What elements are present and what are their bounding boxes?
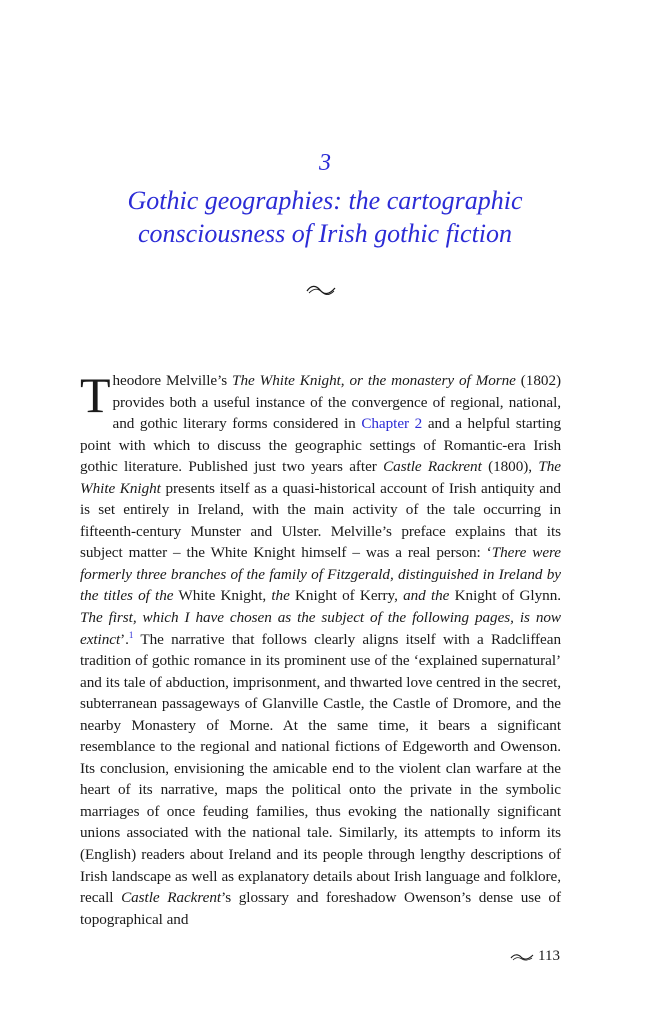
swash-ornament-icon xyxy=(510,952,534,962)
book-title-italic: Castle Rackrent xyxy=(383,458,482,476)
text-run: Knight of Glynn. xyxy=(449,587,561,605)
page-number: 113 xyxy=(538,948,560,964)
text-run: presents itself as a quasi-historical account of Irish antiquity and is set entirely in Ireland, with the main activity of the tale occurring in fifteenth-century Munster and Ulster. Melville’s preface explains that its subject matter – the White Knight himself – was a real person: ‘ xyxy=(80,479,561,562)
page-footer xyxy=(510,948,560,965)
text-run: The narrative that follows clearly aligns itself with a Radcliffean tradition of gothic romance in its prominent use of the ‘explained supernatural’ and its tale of abduction, imprisonment, and thwarted love centred in the secret, subterranean passageways of Glanville Castle, the Castle of Dromore, and the nearby Monastery of Morne. At the same time, it bears a significant resemblance to the regional and national fictions of Edgeworth and Owenson. Its conclusion, envisioning the amicable end to the violent clan warfare at the heart of its narrative, maps the political onto the private in the symbolic marriages of once feuding families, thus evoking the nationally significant unions associated with the national tale. Similarly, its attempts to inform its (English) readers about Ireland and its people through lengthy descriptions of Irish landscape as well as explanatory details about Irish language and folklore, recall xyxy=(80,630,561,907)
text-run: White Knight, xyxy=(173,587,272,605)
footnote-marker[interactable]: 1 xyxy=(128,629,134,640)
chapter-number: 3 xyxy=(319,150,331,176)
text-run: Knight of Kerry, xyxy=(289,587,404,605)
swash-ornament-icon xyxy=(305,282,337,298)
text-run: heodore Melville’s xyxy=(112,372,233,389)
book-title-italic: The White Knight, or the monastery of Morne xyxy=(232,372,516,389)
text-run: (1800), xyxy=(481,458,539,476)
quote-italic: the xyxy=(271,587,290,605)
quote-italic: There were formerly three branches of the family of Fitzgerald, distinguished in Ireland by the titles of the xyxy=(80,544,562,605)
text-run: ’s glossary and foreshadow Owenson’s dense use of topographical and xyxy=(80,889,561,928)
body-paragraph xyxy=(80,367,562,930)
text-run: (1802) provides both a useful instance of the convergence of regional, national, and gothic literary forms considered in xyxy=(112,372,561,433)
drop-cap: T xyxy=(80,367,111,423)
quote-italic: The first, which I have chosen as the subject of the following pages, is now extinct xyxy=(80,609,561,648)
book-title-italic: The White Knight xyxy=(80,458,561,497)
chapter-2-link[interactable]: Chapter 2 xyxy=(361,415,423,433)
quote-italic: and the xyxy=(403,587,450,605)
book-title-italic: Castle Rackrent xyxy=(121,889,222,907)
text-run: ’. xyxy=(120,630,129,648)
text-run: and a helpful starting point with which to discuss the geographic settings of Romantic-era Irish gothic literature. Published just two years after xyxy=(80,415,561,476)
chapter-title: Gothic geographies: the cartographic consciousness of Irish gothic fiction xyxy=(127,186,523,248)
